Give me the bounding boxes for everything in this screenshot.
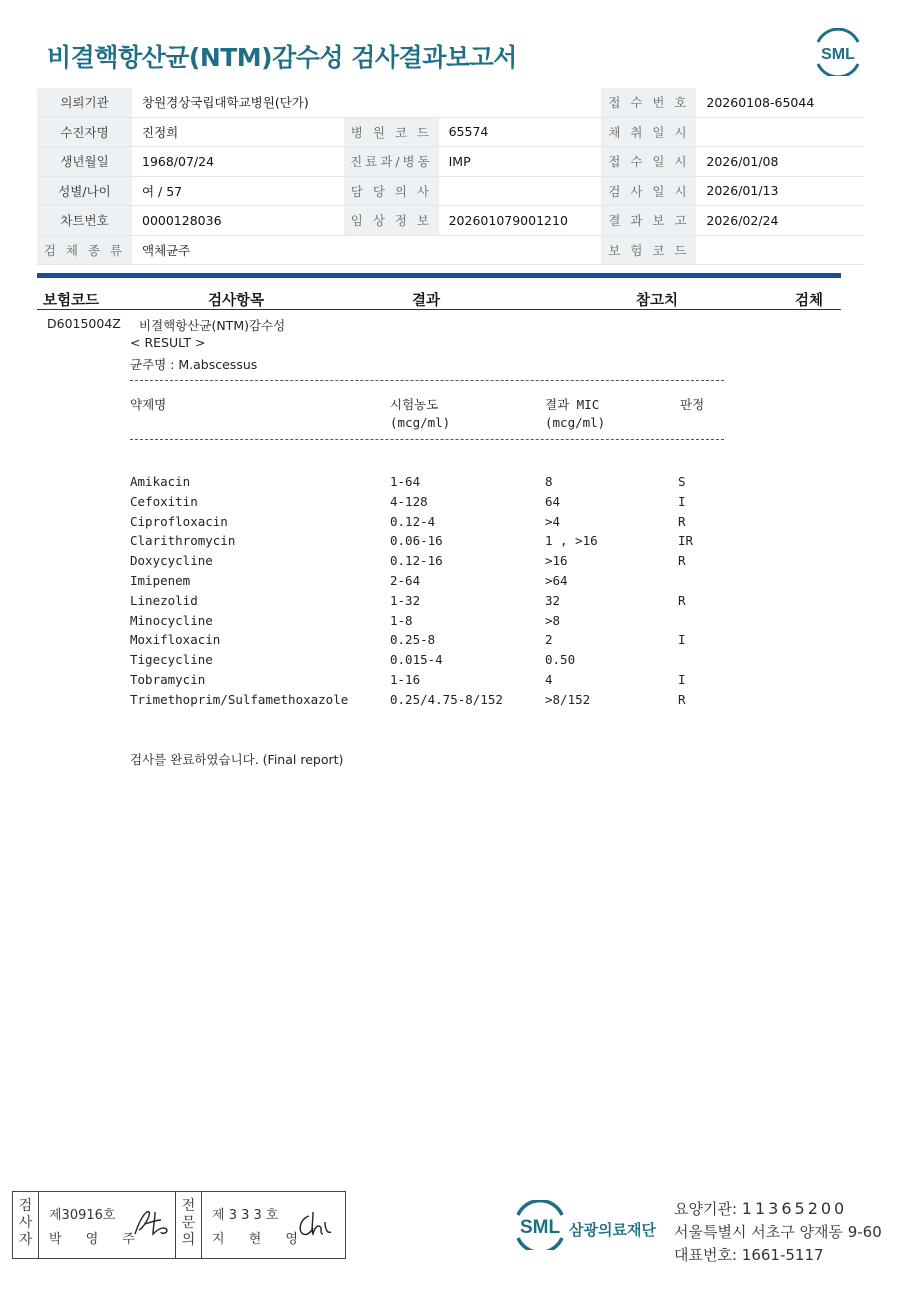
info-row — [37, 235, 864, 265]
specialist-name: 지 현 영 — [212, 1232, 308, 1247]
info-label: 접 수 일 시 — [601, 147, 696, 177]
col-specimen: 검체 — [795, 293, 824, 309]
drug-name: Tobramycin — [130, 672, 206, 687]
info-value: 2026/02/24 — [696, 206, 864, 236]
mic-row — [0, 672, 900, 692]
info-label: 담 당 의 사 — [344, 176, 438, 206]
header-bar — [37, 273, 841, 278]
test-range: 0.06-16 — [390, 533, 443, 549]
result-header: < RESULT > — [130, 335, 206, 350]
drug-name: Imipenem — [130, 573, 191, 588]
drug-name: Tigecycline — [130, 652, 213, 668]
col-result: 결과 — [412, 293, 441, 309]
drug-name: Cefoxitin — [130, 493, 198, 509]
phone-label: 대표번호: — [674, 1246, 738, 1264]
interpretation: R — [678, 513, 686, 529]
col-reference: 참고치 — [636, 293, 679, 309]
test-range: 0.25/4.75-8/152 — [390, 691, 503, 707]
phone-value: 1661-5117 — [741, 1246, 824, 1264]
info-label: 수진자명 — [37, 117, 132, 147]
organization-name: 삼광의료재단 — [569, 1221, 656, 1239]
test-code: D6015004Z — [47, 316, 121, 331]
test-range: 4-128 — [390, 493, 428, 509]
specialist-no: 제 3 3 3 호 — [212, 1208, 279, 1223]
interpretation: I — [678, 493, 686, 509]
col-test-range-unit: (mcg/ml) — [390, 415, 451, 430]
institution-code-value: 11365200 — [741, 1199, 848, 1218]
interpretation: R — [678, 592, 686, 608]
organism: 균주명 : M.abscessus — [130, 357, 258, 372]
info-value — [696, 235, 864, 265]
phone — [674, 1244, 824, 1265]
institution-code-label: 요양기관: — [674, 1200, 738, 1218]
mic-row — [0, 474, 900, 494]
mic-value: 8 — [545, 474, 553, 489]
mic-value: 32 — [545, 592, 561, 608]
mic-row — [0, 593, 900, 613]
info-label: 성별/나이 — [37, 176, 132, 206]
info-label: 결 과 보 고 — [601, 206, 696, 236]
test-range: 1-16 — [390, 672, 421, 687]
examiner-label — [13, 1192, 39, 1258]
mic-row — [0, 692, 900, 712]
info-label: 의뢰기관 — [37, 88, 132, 117]
drug-name: Ciprofloxacin — [130, 513, 228, 529]
mic-value: 4 — [545, 672, 553, 687]
test-range: 2-64 — [390, 573, 421, 588]
dashed-line — [130, 439, 724, 440]
report-title: 비결핵항산균(NTM)감수성 검사결과보고서 — [47, 43, 517, 72]
info-row — [37, 206, 864, 236]
sml-logo — [812, 28, 864, 76]
info-value: 2026/01/13 — [696, 176, 864, 206]
info-value: IMP — [439, 147, 602, 177]
info-label: 검 사 일 시 — [601, 176, 696, 206]
info-row — [37, 117, 864, 147]
signature-box — [12, 1191, 346, 1259]
col-interpretation: 판정 — [680, 397, 705, 412]
interpretation: IR — [678, 533, 694, 549]
col-mic: 결과 MIC — [545, 397, 600, 412]
mic-row — [0, 573, 900, 593]
drug-name: Linezolid — [130, 592, 198, 608]
drug-name: Moxifloxacin — [130, 632, 221, 648]
col-test-item: 검사항목 — [208, 293, 265, 309]
examiner-label-text: 검사자 — [18, 1198, 33, 1248]
info-value: 202601079001210 — [439, 206, 602, 236]
institution-code — [674, 1198, 847, 1219]
interpretation: I — [678, 672, 686, 687]
info-value: 20260108-65044 — [696, 88, 864, 117]
drug-name: Minocycline — [130, 612, 213, 628]
mic-value: 64 — [545, 493, 561, 509]
mic-value: >64 — [545, 573, 568, 588]
interpretation: R — [678, 691, 686, 707]
test-name: 비결핵항산균(NTM)감수성 — [139, 318, 286, 333]
mic-row — [0, 514, 900, 534]
drug-name: Clarithromycin — [130, 533, 236, 549]
info-label: 생년월일 — [37, 147, 132, 177]
info-value: 진정희 — [132, 117, 344, 147]
interpretation: S — [678, 474, 686, 489]
interpretation: I — [678, 632, 686, 648]
info-label: 차트번호 — [37, 206, 132, 236]
test-range: 0.12-16 — [390, 553, 443, 569]
info-label: 보 험 코 드 — [601, 235, 696, 265]
examiner-name: 박 영 주 — [49, 1232, 145, 1247]
col-drug-name: 약제명 — [130, 397, 167, 412]
mic-value: 0.50 — [545, 652, 576, 668]
dashed-line — [130, 380, 724, 381]
info-label: 병 원 코 드 — [344, 117, 438, 147]
final-report: 검사를 완료하였습니다. (Final report) — [130, 752, 344, 767]
info-value: 액체균주 — [132, 235, 601, 265]
examiner-no: 제30916호 — [49, 1208, 116, 1223]
info-value: 창원경상국립대학교병원(단가) — [132, 88, 601, 117]
mic-value: 1 , >16 — [545, 533, 598, 549]
info-value: 0000128036 — [132, 206, 344, 236]
mic-value: >16 — [545, 553, 568, 569]
test-range: 1-32 — [390, 592, 421, 608]
info-value: 65574 — [439, 117, 602, 147]
info-row — [37, 147, 864, 177]
svg-text:SML: SML — [821, 46, 855, 63]
specialist-signature — [293, 1208, 337, 1246]
interpretation: R — [678, 553, 686, 569]
info-value: 2026/01/08 — [696, 147, 864, 177]
mic-value: 2 — [545, 632, 553, 648]
info-value — [439, 176, 602, 206]
info-label: 임 상 정 보 — [344, 206, 438, 236]
divider — [37, 309, 841, 310]
mic-row — [0, 632, 900, 652]
info-value — [696, 117, 864, 147]
drug-name: Amikacin — [130, 474, 191, 489]
sml-footer-logo — [510, 1200, 570, 1250]
mic-row — [0, 652, 900, 672]
col-insurance-code: 보험코드 — [43, 293, 100, 309]
col-test-range: 시험농도 — [390, 397, 439, 412]
info-label: 채 취 일 시 — [601, 117, 696, 147]
patient-info-table — [37, 88, 864, 265]
info-label: 접 수 번 호 — [601, 88, 696, 117]
test-range: 1-8 — [390, 612, 413, 628]
info-label: 진료과/병동 — [344, 147, 438, 177]
specialist-label — [176, 1192, 202, 1258]
mic-row — [0, 533, 900, 553]
specialist-label-text: 전문의 — [181, 1198, 196, 1248]
mic-row — [0, 553, 900, 573]
test-range: 1-64 — [390, 474, 421, 489]
mic-value: >8/152 — [545, 691, 591, 707]
test-range: 0.12-4 — [390, 513, 436, 529]
info-label: 검 체 종 류 — [37, 235, 132, 265]
info-row — [37, 88, 864, 117]
mic-row — [0, 613, 900, 633]
drug-name: Doxycycline — [130, 553, 213, 569]
test-range: 0.25-8 — [390, 632, 436, 648]
footer-logo-text: SML — [519, 1217, 561, 1238]
address: 서울특별시 서초구 양재동 9-60 — [674, 1223, 882, 1241]
drug-name: Trimethoprim/Sulfamethoxazole — [130, 691, 349, 707]
info-value: 1968/07/24 — [132, 147, 344, 177]
mic-row — [0, 494, 900, 514]
info-value: 여 / 57 — [132, 176, 344, 206]
mic-value: >8 — [545, 612, 561, 628]
col-mic-unit: (mcg/ml) — [545, 415, 606, 430]
mic-value: >4 — [545, 513, 561, 529]
test-range: 0.015-4 — [390, 652, 443, 668]
examiner-signature — [131, 1206, 175, 1244]
info-row — [37, 176, 864, 206]
